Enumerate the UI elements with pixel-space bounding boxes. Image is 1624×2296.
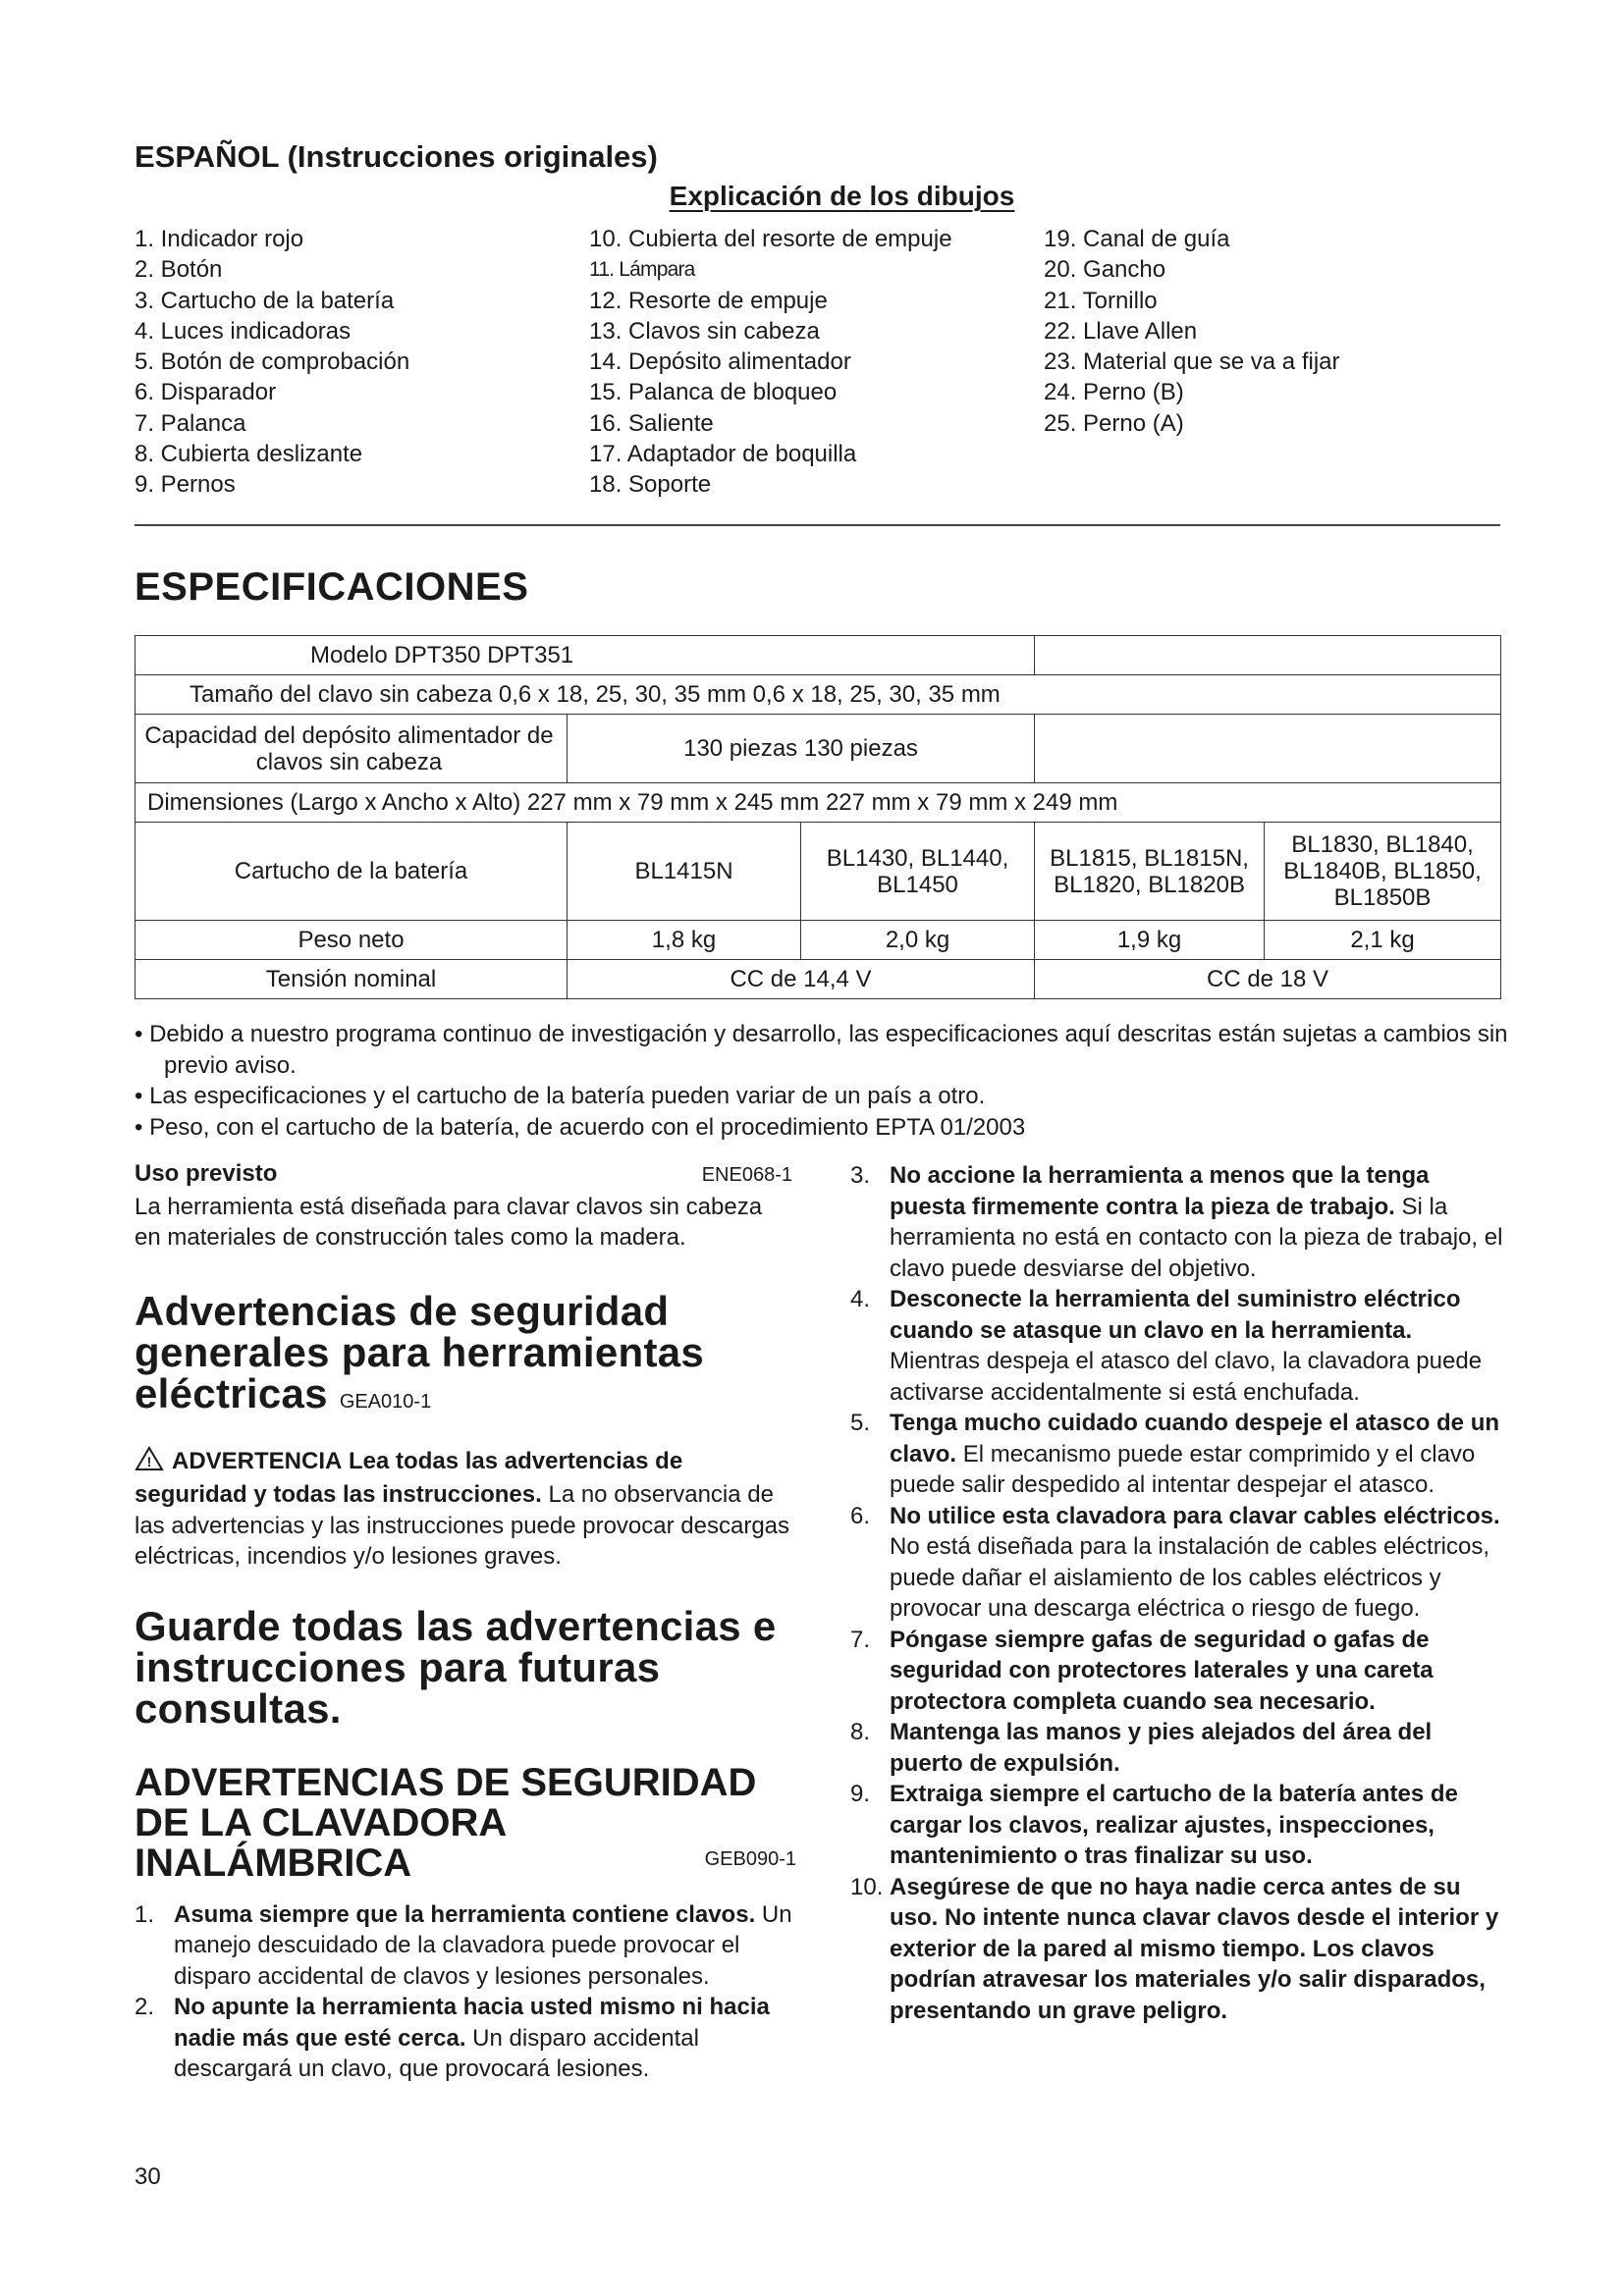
- nail-size-cell: Tamaño del clavo sin cabeza 0,6 x 18, 25, 30, 35 mm 0,6 x 18, 25, 30, 35 mm: [135, 675, 1501, 715]
- item-bold: No utilice esta clavadora para clavar cables eléctricos.: [890, 1502, 1500, 1529]
- item-number: 9.: [850, 1781, 871, 1807]
- model-cell: Modelo DPT350 DPT351: [135, 636, 1035, 675]
- part-item: 25. Perno (A): [1044, 409, 1184, 437]
- part-item: 4. Luces indicadoras: [135, 317, 352, 345]
- part-item: 16. Saliente: [589, 409, 714, 437]
- warning-bold-text: Lea todas las advertencias de seguridad y todas las instrucciones.: [135, 1447, 683, 1508]
- item-number: 3.: [850, 1162, 871, 1189]
- weight-value-cell: 2,0 kg: [801, 921, 1035, 960]
- table-row: [135, 636, 1501, 675]
- dimensions-cell: Dimensiones (Largo x Ancho x Alto) 227 mm x 79 mm x 245 mm 227 mm x 79 mm x 249 mm: [135, 783, 1501, 823]
- cordless-safety-heading: [135, 1760, 796, 1885]
- item-bold: Extraiga siempre el cartucho de la batería antes de cargar los clavos, realizar ajustes, inspecciones, mantenimiento o tras finalizar su uso.: [890, 1781, 1458, 1869]
- part-item: 24. Perno (B): [1044, 379, 1184, 406]
- intended-use-header: [135, 1158, 792, 1192]
- part-item: 6. Disparador: [135, 379, 277, 406]
- weight-value-cell: 2,1 kg: [1265, 921, 1501, 960]
- language-title: ESPAÑOL (Instrucciones originales): [135, 139, 658, 174]
- page-number: 30: [135, 2163, 161, 2190]
- item-text: Un disparo accidental descargará un clavo, que provocará lesiones.: [174, 2024, 699, 2082]
- section-divider: [135, 524, 1500, 526]
- item-number: 5.: [850, 1410, 871, 1436]
- general-warning: [135, 1446, 792, 1573]
- table-row: [135, 921, 1501, 960]
- list-item: [850, 1717, 1506, 1779]
- part-item: 23. Material que se va a fijar: [1044, 348, 1340, 376]
- list-item: [135, 1992, 792, 2085]
- part-item: 9. Pernos: [135, 471, 236, 499]
- battery-label-cell: Cartucho de la batería: [135, 823, 568, 921]
- part-item: 19. Canal de guía: [1044, 226, 1230, 252]
- intended-use-code: ENE068-1: [701, 1164, 792, 1186]
- warning-triangle-icon: [135, 1446, 164, 1480]
- battery-value-cell: BL1430, BL1440, BL1450: [801, 823, 1035, 921]
- item-number: 2.: [135, 1994, 155, 2020]
- list-item: [850, 1501, 1506, 1625]
- list-item: [850, 1284, 1506, 1408]
- item-number: 6.: [850, 1502, 871, 1529]
- cordless-safety-code: GEB090-1: [704, 1847, 796, 1870]
- part-item: 15. Palanca de bloqueo: [589, 379, 838, 406]
- note-item: • Las especificaciones y el cartucho de la batería pueden variar de un país a otro.: [135, 1083, 986, 1109]
- table-row: [135, 960, 1501, 999]
- parts-column-2: [589, 224, 952, 501]
- item-number: 1.: [135, 1900, 155, 1928]
- weight-value-cell: 1,9 kg: [1035, 921, 1265, 960]
- item-text: No está diseñada para la instalación de cables eléctricos, puede dañar el aislamiento de los cables eléctricos y provocar una descarga eléctrica o riesgo de fuego.: [890, 1533, 1490, 1622]
- left-column: [135, 1158, 796, 2085]
- specifications-heading: ESPECIFICACIONES: [135, 565, 529, 609]
- list-item: [850, 1779, 1506, 1872]
- drawings-title: [0, 181, 1624, 212]
- table-row: [135, 675, 1501, 715]
- note-item: • Debido a nuestro programa continuo de investigación y desarrollo, las especificaciones aquí descritas están sujetas a cambios sin previo aviso.: [135, 1021, 1508, 1079]
- part-item: 12. Resorte de empuje: [589, 287, 828, 314]
- item-bold: Asegúrese de que no haya nadie cerca antes de su uso. No intente nunca clavar clavos desde el interior y exterior de la pared al mismo tiempo. Los clavos podrían atravesar los materiales y/o salir disparados, presentando un grave peligro.: [890, 1873, 1499, 2024]
- table-row: [135, 715, 1501, 783]
- item-number: 7.: [850, 1626, 871, 1653]
- item-bold: Asuma siempre que la herramienta contiene clavos.: [174, 1900, 756, 1928]
- note-item: • Peso, con el cartucho de la batería, de acuerdo con el procedimiento EPTA 01/2003: [135, 1113, 1026, 1141]
- item-bold: No apunte la herramienta hacia usted mismo ni hacia nadie más que esté cerca.: [174, 1994, 770, 2052]
- part-item: 7. Palanca: [135, 409, 246, 437]
- item-text: El mecanismo puede estar comprimido y el clavo puede salir despedido al intentar despejar el atasco.: [890, 1440, 1476, 1498]
- part-item: 17. Adaptador de boquilla: [589, 441, 857, 468]
- item-number: 8.: [850, 1719, 871, 1745]
- item-bold: Mantenga las manos y pies alejados del área del puerto de expulsión.: [890, 1719, 1433, 1777]
- parts-column-1: [135, 224, 409, 501]
- voltage-value-cell: CC de 14,4 V: [568, 960, 1035, 999]
- part-item: 13. Clavos sin cabeza: [589, 317, 820, 345]
- list-item: [850, 1160, 1506, 1284]
- item-number: 4.: [850, 1286, 871, 1312]
- part-item: 18. Soporte: [589, 471, 712, 499]
- item-number: 10.: [850, 1873, 884, 1900]
- part-item: 8. Cubierta deslizante: [135, 441, 363, 468]
- capacity-label-cell: Capacidad del depósito alimentador de clavos sin cabeza: [135, 715, 568, 783]
- drawings-title-text: Explicación de los dibujos: [669, 181, 1015, 211]
- weight-value-cell: 1,8 kg: [568, 921, 801, 960]
- part-item: 3. Cartucho de la batería: [135, 287, 395, 314]
- part-item: 20. Gancho: [1044, 256, 1166, 284]
- item-bold: Desconecte la herramienta del suministro eléctrico cuando se atasque un clavo en la herramienta.: [890, 1286, 1461, 1344]
- svg-text:!: !: [146, 1453, 152, 1469]
- battery-value-cell: BL1815, BL1815N, BL1820, BL1820B: [1035, 823, 1265, 921]
- voltage-value-cell: CC de 18 V: [1035, 960, 1501, 999]
- empty-cell: [1035, 636, 1501, 675]
- voltage-label-cell: Tensión nominal: [135, 960, 568, 999]
- parts-column-3: [1044, 224, 1340, 439]
- general-safety-heading: [135, 1287, 792, 1422]
- spec-notes: [135, 1019, 1509, 1143]
- keep-instructions-heading: Guarde todas las advertencias e instrucciones para futuras consultas.: [135, 1602, 777, 1732]
- warning-text: La no observancia de las advertencias y las instrucciones puede provocar descargas eléctricas, incendios y/o lesiones graves.: [135, 1481, 790, 1570]
- part-item: 21. Tornillo: [1044, 287, 1158, 314]
- part-item: 14. Depósito alimentador: [589, 348, 851, 376]
- cordless-safety-title: ADVERTENCIAS DE SEGURIDAD DE LA CLAVADORA INALÁMBRICA: [135, 1760, 757, 1885]
- empty-cell: [1035, 715, 1501, 783]
- item-bold: No accione la herramienta a menos que la tenga puesta firmemente contra la pieza de trabajo.: [890, 1162, 1430, 1220]
- weight-label-cell: Peso neto: [135, 921, 568, 960]
- list-item: [850, 1408, 1506, 1501]
- item-bold: Póngase siempre gafas de seguridad o gafas de seguridad con protectores laterales y una careta protectora completa cuando sea necesario.: [890, 1626, 1434, 1715]
- general-safety-code: GEA010-1: [339, 1390, 432, 1413]
- table-row: [135, 823, 1501, 921]
- part-item: 11. Lámpara: [589, 258, 695, 282]
- intended-use-title: Uso previsto: [135, 1160, 278, 1187]
- part-item: 10. Cubierta del resorte de empuje: [589, 226, 952, 252]
- battery-value-cell: BL1830, BL1840, BL1840B, BL1850, BL1850B: [1265, 823, 1501, 921]
- intended-use-text: La herramienta está diseñada para clavar clavos sin cabeza en materiales de construcción tales como la madera.: [135, 1193, 763, 1251]
- battery-value-cell: BL1415N: [568, 823, 801, 921]
- right-column: [850, 1160, 1506, 2026]
- item-text: Si la herramienta no está en contacto con la pieza de trabajo, el clavo puede desviarse del objetivo.: [890, 1193, 1503, 1282]
- list-item: [135, 1899, 792, 1993]
- cordless-safety-list-left: [135, 1899, 792, 2085]
- capacity-value-cell: 130 piezas 130 piezas: [568, 715, 1035, 783]
- item-bold: Tenga mucho cuidado cuando despeje el atasco de un clavo.: [890, 1410, 1500, 1468]
- list-item: [850, 1625, 1506, 1718]
- list-item: [850, 1872, 1506, 2027]
- item-text: Un manejo descuidado de la clavadora puede provocar el disparo accidental de clavos y lesiones personales.: [174, 1900, 792, 1990]
- specifications-table: [135, 635, 1501, 999]
- general-safety-title: Advertencias de seguridad generales para herramientas eléctricas: [135, 1287, 705, 1416]
- table-row: [135, 783, 1501, 823]
- part-item: 1. Indicador rojo: [135, 226, 304, 252]
- item-text: Mientras despeja el atasco del clavo, la clavadora puede activarse accidentalmente si está enchufada.: [890, 1348, 1483, 1406]
- part-item: 5. Botón de comprobación: [135, 348, 410, 376]
- warning-label: ADVERTENCIA: [172, 1447, 343, 1474]
- part-item: 2. Botón: [135, 256, 223, 284]
- part-item: 22. Llave Allen: [1044, 317, 1198, 345]
